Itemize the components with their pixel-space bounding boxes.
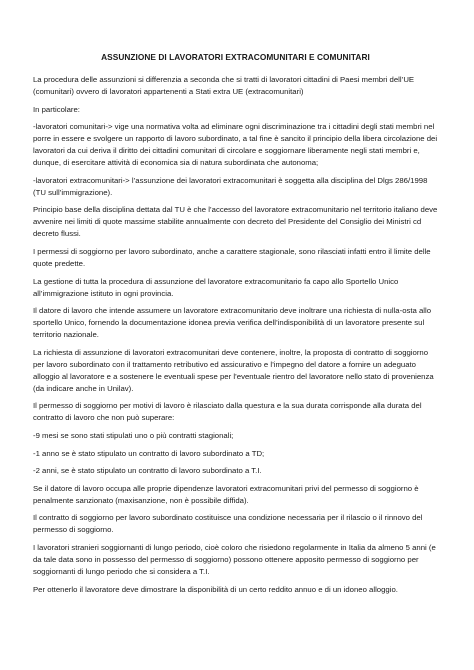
paragraph-durata-permesso: Il permesso di soggiorno per motivi di lavoro è rilasciato dalla questura e la sua durata corrisponde alla durata del contratto di lavoro che non può superare: xyxy=(33,401,422,423)
list-item-9-mesi: -9 mesi se sono stati stipulati uno o più contratti stagionali; xyxy=(33,430,234,440)
paragraph-nulla-osta: Il datore di lavoro che intende assumere un lavoratore extracomunitario deve inoltrare una richiesta di nulla-osta allo sportello Unico, fornendo la documentazione idonea previa verifica dell’indisponibilità di un lavoratore presente sul territorio nazionale. xyxy=(33,306,432,340)
paragraph-permessi-soggiorno: I permessi di soggiorno per lavoro subordinato, anche a carattere stagionale, sono rilasciati infatti entro il limite delle quote predette. xyxy=(33,246,431,268)
paragraph-richiesta-assunzione: La richiesta di assunzione di lavoratori extracomunitari deve contenere, inoltre, la proposta di contratto di soggiorno per lavoro subordinato con il trattamento retributivo ed assicurativo e l’impegno del datore a fornire un adeguato alloggio al lavoratore e a sostenere le eventuali spese per l’eventuale rientro del lavoratore nello stato di provenienza (da indicare anche in Unilav). xyxy=(33,347,434,393)
paragraph-lavoratori-comunitari: -lavoratori comunitari-> vige una normativa volta ad eliminare ogni discriminazione tra i cittadini degli stati membri nel porre in essere e svolgere un rapporto di lavoro subordinato, a tal fine è sancito il principio della libera circolazione dei lavoratori da cui deriva il diritto dei cittadini comunitari di circolare e soggiornare liberamente negli stati membri e, dunque, di esercitare attività di economica sia di natura subordinata che autonoma; xyxy=(33,122,438,168)
paragraph-in-particolare: In particolare: xyxy=(33,104,80,114)
paragraph-sanzione: Se il datore di lavoro occupa alle proprie dipendenze lavoratori extracomunitari privi del permesso di soggiorno è penalmente sanzionato (maxisanzione, non è possibile diffida). xyxy=(33,483,419,505)
list-item-1-anno: -1 anno se è stato stipulato un contratto di lavoro subordinato a TD; xyxy=(33,448,265,458)
paragraph-reddito-alloggio: Per ottenerlo il lavoratore deve dimostrare la disponibilità di un certo reddito annuo e di un idoneo alloggio. xyxy=(33,584,398,594)
paragraph-lavoratori-extracomunitari: -lavoratori extracomunitari-> l’assunzione dei lavoratori extracomunitari è soggetta alla disciplina del Dlgs 286/1998 (TU sull’immigrazione). xyxy=(33,175,428,197)
paragraph-lungo-periodo: I lavoratori stranieri soggiornanti di lungo periodo, cioè coloro che risiedono regolarmente in Italia da almeno 5 anni (e da tale data sono in possesso del permesso di soggiorno) possono ottenere apposito permesso di soggiorno per soggiornanti di lungo periodo che si considera a T.I. xyxy=(33,542,436,576)
paragraph-principio-base: Principio base della disciplina dettata dal TU è che l’accesso del lavoratore extracomunitario nel territorio italiano deve avvenire nei limiti di quote massime stabilite annualmente con decreto del Presidente del Consiglio dei Ministri cd decreto flussi. xyxy=(33,205,438,239)
paragraph-sportello-unico: La gestione di tutta la procedura di assunzione del lavoratore extracomunitario fa capo allo Sportello Unico all’immigrazione istituto in ogni provincia. xyxy=(33,276,399,298)
list-item-2-anni: -2 anni, se è stato stipulato un contratto di lavoro subordinato a T.I. xyxy=(33,466,262,476)
paragraph-intro: La procedura delle assunzioni si differenzia a seconda che si tratti di lavoratori cittadini di Paesi membri dell’UE (comunitari) ovvero di lavoratori appartenenti a Stati extra UE (extracomunitari) xyxy=(33,75,415,96)
paragraph-contratto-soggiorno: Il contratto di soggiorno per lavoro subordinato costituisce una condizione necessaria per il rilascio o il rinnovo del permesso di soggiorno. xyxy=(33,513,423,535)
document-title: ASSUNZIONE DI LAVORATORI EXTRACOMUNITARI E COMUNITARI xyxy=(101,52,370,62)
